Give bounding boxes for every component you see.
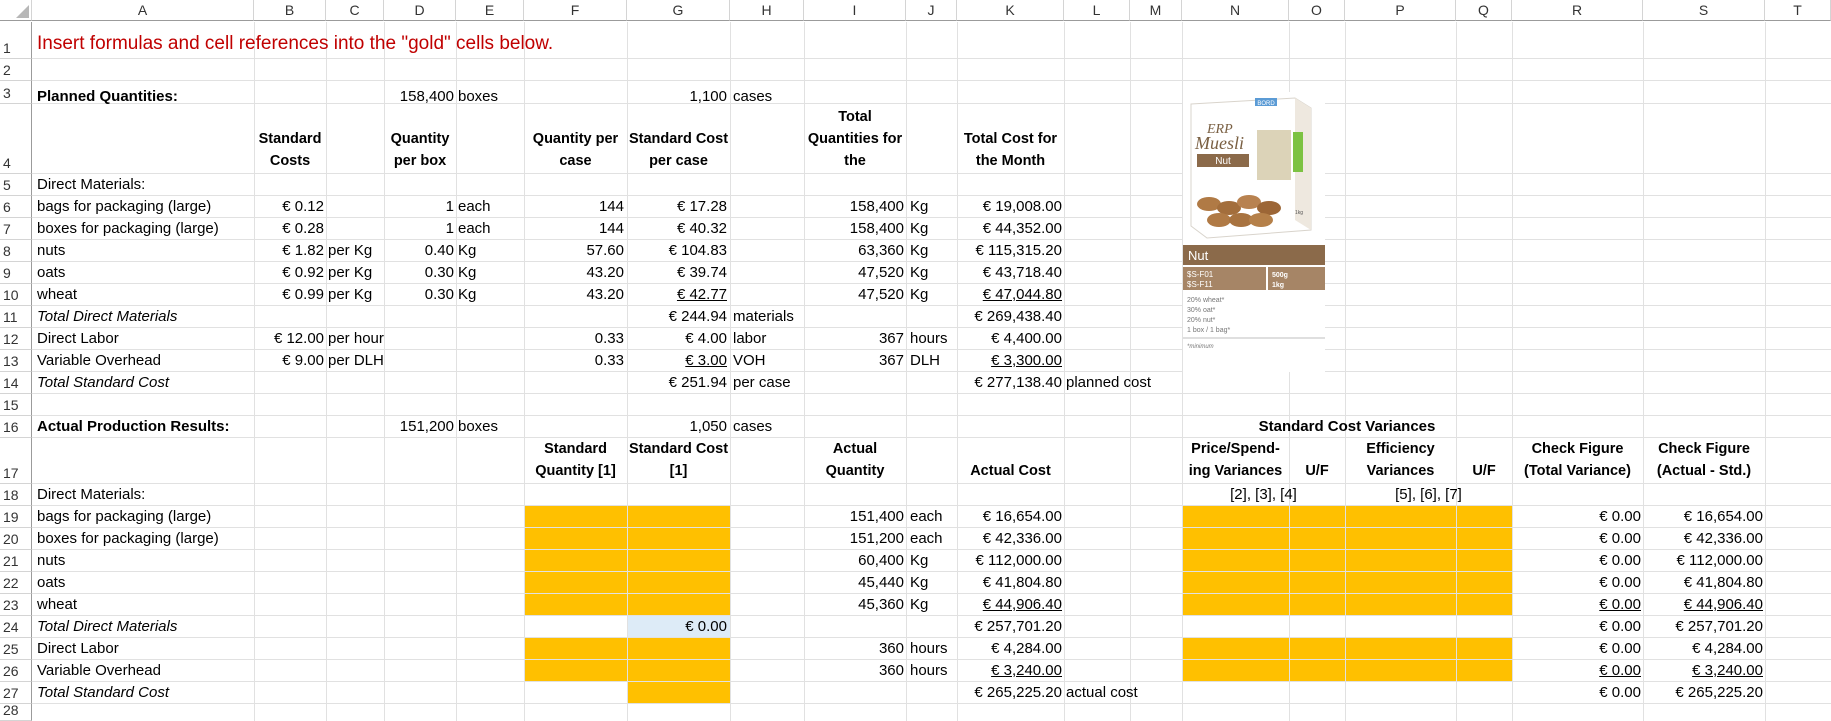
col-header-r[interactable]: R: [1512, 0, 1643, 21]
actual-row-unit[interactable]: each: [910, 530, 943, 547]
planned-row-total-qty[interactable]: 47,520: [858, 286, 904, 303]
actual-voh-cost[interactable]: € 3,240.00: [991, 662, 1062, 679]
header-uf-1[interactable]: U/F: [1305, 463, 1329, 479]
actual-row-cost[interactable]: € 44,906.40: [982, 596, 1062, 613]
actual-tdm-cost[interactable]: € 257,701.20: [974, 618, 1062, 635]
planned-boxes-unit[interactable]: boxes: [458, 88, 499, 105]
row-header-7[interactable]: 7: [0, 218, 32, 240]
actual-tsc-cost[interactable]: € 265,225.20: [974, 684, 1062, 701]
pack-weight: 1kg: [1295, 210, 1304, 216]
row-header-23[interactable]: 23: [0, 594, 32, 616]
col-header-b[interactable]: B: [254, 0, 326, 21]
actual-row-unit[interactable]: each: [910, 508, 943, 525]
row-header-24[interactable]: 24: [0, 616, 32, 638]
actual-row-check2[interactable]: € 42,336.00: [1683, 530, 1763, 547]
planned-row-cost-case[interactable]: € 40.32: [676, 220, 727, 237]
planned-dl-hours[interactable]: 367: [878, 330, 904, 347]
planned-row-name[interactable]: boxes for packaging (large): [37, 220, 219, 237]
planned-voh-qty-case[interactable]: 0.33: [594, 352, 624, 369]
planned-row-qty-unit[interactable]: Kg: [458, 286, 477, 303]
brand-bottom: Muesli: [1195, 133, 1244, 153]
planned-dl-hours-unit[interactable]: hours: [910, 330, 948, 347]
actual-row-qty[interactable]: 45,440: [858, 574, 904, 591]
planned-row-cost-case[interactable]: € 17.28: [676, 198, 727, 215]
actual-row-name[interactable]: oats: [37, 574, 66, 591]
header-std-quantity[interactable]: Standard Quantity [1]: [535, 441, 616, 479]
row-header-25[interactable]: 25: [0, 638, 32, 660]
col-header-f[interactable]: F: [524, 0, 627, 21]
col-header-c[interactable]: C: [326, 0, 384, 21]
actual-tsc-check1[interactable]: € 0.00: [1599, 684, 1641, 701]
planned-row-qty-unit[interactable]: Kg: [458, 242, 477, 259]
planned-row-cost[interactable]: € 0.99: [282, 286, 324, 303]
row-header-12[interactable]: 12: [0, 328, 32, 350]
row-header-13[interactable]: 13: [0, 350, 32, 372]
row-header-9[interactable]: 9: [0, 262, 32, 284]
planned-row-qty-case[interactable]: 43.20: [586, 264, 624, 281]
planned-cases-qty[interactable]: 1,100: [689, 88, 727, 105]
planned-row-cost-case[interactable]: € 42.77: [676, 286, 727, 303]
col-header-i[interactable]: I: [804, 0, 906, 21]
planned-row-cost[interactable]: € 1.82: [282, 242, 324, 259]
code-2: $S-F11: [1187, 280, 1213, 289]
column-header-bar: [0, 0, 1831, 22]
header-uf-2[interactable]: U/F: [1472, 463, 1496, 479]
planned-row-name[interactable]: wheat: [37, 286, 78, 303]
actual-row-check2[interactable]: € 44,906.40: [1683, 596, 1763, 613]
actual-row-name[interactable]: boxes for packaging (large): [37, 530, 219, 547]
almond-shape: [1257, 201, 1281, 215]
ingredient-4: 1 box / 1 bag*: [1187, 327, 1231, 334]
planned-tdm-note[interactable]: materials: [733, 308, 794, 325]
planned-row-total-qty[interactable]: 63,360: [858, 242, 904, 259]
planned-row-qty-unit[interactable]: each: [458, 220, 491, 237]
col-header-a[interactable]: A: [32, 0, 254, 21]
planned-tdm-month[interactable]: € 269,438.40: [974, 308, 1062, 325]
col-header-j[interactable]: J: [906, 0, 957, 21]
actual-tdm-check2[interactable]: € 257,701.20: [1675, 618, 1763, 635]
actual-row-check2[interactable]: € 41,804.80: [1683, 574, 1763, 591]
gold-input-variances-materials[interactable]: [1182, 506, 1512, 616]
header-price-variances[interactable]: Price/Spend-ing Variances: [1188, 441, 1283, 479]
actual-row-qty[interactable]: 45,360: [858, 596, 904, 613]
actual-voh-check2[interactable]: € 3,240.00: [1692, 662, 1763, 679]
planned-voh-hours[interactable]: 367: [878, 352, 904, 369]
planned-tsc-case[interactable]: € 251.94: [668, 374, 727, 391]
planned-row-cost[interactable]: € 0.28: [282, 220, 324, 237]
size-1: 500g: [1272, 272, 1288, 279]
select-all-corner[interactable]: [0, 0, 32, 21]
col-header-t[interactable]: T: [1765, 0, 1831, 21]
actual-row-qty[interactable]: 60,400: [858, 552, 904, 569]
actual-row-check1[interactable]: € 0.00: [1599, 552, 1641, 569]
code-1: $S-F01: [1187, 270, 1214, 279]
col-header-g[interactable]: G: [627, 0, 730, 21]
planned-row-total-unit[interactable]: Kg: [910, 198, 929, 215]
col-header-n[interactable]: N: [1182, 0, 1289, 21]
actual-dl-unit[interactable]: hours: [910, 640, 948, 657]
row-header-18[interactable]: 18: [0, 484, 32, 506]
actual-row-unit[interactable]: Kg: [910, 552, 929, 569]
actual-dl-label[interactable]: Direct Labor: [37, 640, 119, 657]
row-header-14[interactable]: 14: [0, 372, 32, 394]
planned-row-name[interactable]: nuts: [37, 242, 66, 259]
row-header-26[interactable]: 26: [0, 660, 32, 682]
note-efficiency-variances[interactable]: [5], [6], [7]: [1395, 486, 1462, 503]
planned-row-total-cost[interactable]: € 115,315.20: [975, 242, 1062, 259]
planned-row-qty-box[interactable]: 0.30: [424, 264, 454, 281]
actual-row-name[interactable]: nuts: [37, 552, 66, 569]
actual-row-check1[interactable]: € 0.00: [1599, 530, 1641, 547]
planned-row-total-unit[interactable]: Kg: [910, 220, 929, 237]
actual-row-qty[interactable]: 151,400: [849, 508, 904, 525]
planned-row-cost-unit[interactable]: per Kg: [328, 264, 373, 281]
planned-row-total-cost[interactable]: € 47,044.80: [982, 286, 1062, 303]
ingredient-3: 20% nut*: [1187, 317, 1216, 324]
product-image[interactable]: [1183, 92, 1325, 372]
row-header-5[interactable]: 5: [0, 174, 32, 196]
planned-row-qty-box[interactable]: 0.40: [424, 242, 454, 259]
planned-row-qty-unit[interactable]: each: [458, 198, 491, 215]
col-header-h[interactable]: H: [730, 0, 804, 21]
planned-row-qty-box[interactable]: 0.30: [424, 286, 454, 303]
planned-row-qty-case[interactable]: 57.60: [586, 242, 624, 259]
col-header-m[interactable]: M: [1130, 0, 1182, 21]
actual-row-check1[interactable]: € 0.00: [1599, 574, 1641, 591]
planned-row-cost[interactable]: € 0.92: [282, 264, 324, 281]
row-header-1[interactable]: 1: [0, 22, 32, 59]
actual-voh-qty[interactable]: 360: [878, 662, 904, 679]
planned-row-total-unit[interactable]: Kg: [910, 242, 929, 259]
direct-materials-label[interactable]: Direct Materials:: [37, 176, 146, 193]
planned-dl-unit[interactable]: per hour: [328, 330, 384, 347]
actual-dl-check1[interactable]: € 0.00: [1599, 640, 1641, 657]
planned-voh-note[interactable]: VOH: [733, 352, 766, 369]
row-header-16[interactable]: 16: [0, 416, 32, 438]
header-total-quantities[interactable]: Total Quantities for the: [807, 109, 903, 169]
header-std-cost[interactable]: Standard Cost [1]: [628, 441, 729, 479]
actual-row-check2[interactable]: € 16,654.00: [1683, 508, 1763, 525]
header-std-cost-per-case[interactable]: Standard Cost per case: [628, 131, 729, 169]
planned-tsc-label[interactable]: Total Standard Cost: [37, 374, 170, 391]
planned-voh-case[interactable]: € 3.00: [685, 352, 727, 369]
header-check-total-variance[interactable]: Check Figure (Total Variance): [1524, 441, 1631, 479]
planned-row-total-cost[interactable]: € 43,718.40: [982, 264, 1062, 281]
actual-tdm-check1[interactable]: € 0.00: [1599, 618, 1641, 635]
actual-row-qty[interactable]: 151,200: [849, 530, 904, 547]
header-actual-quantity[interactable]: Actual Quantity: [825, 441, 885, 479]
col-header-o[interactable]: O: [1289, 0, 1345, 21]
actual-row-name[interactable]: bags for packaging (large): [37, 508, 212, 525]
planned-row-name[interactable]: oats: [37, 264, 66, 281]
gold-input-std-total[interactable]: [627, 682, 730, 704]
row-header-15[interactable]: 15: [0, 394, 32, 416]
header-quantity-per-box[interactable]: Quantity per box: [390, 131, 450, 169]
row-header-27[interactable]: 27: [0, 682, 32, 704]
actual-row-check1[interactable]: € 0.00: [1599, 596, 1641, 613]
row-header-17[interactable]: 17: [0, 438, 32, 484]
actual-row-cost[interactable]: € 41,804.80: [982, 574, 1062, 591]
brand-top: ERP: [1207, 122, 1233, 137]
header-total-cost-month[interactable]: Total Cost for the Month: [963, 131, 1058, 169]
actual-row-check1[interactable]: € 0.00: [1599, 508, 1641, 525]
planned-row-total-qty[interactable]: 158,400: [849, 198, 904, 215]
col-header-d[interactable]: D: [384, 0, 456, 21]
row-header-21[interactable]: 21: [0, 550, 32, 572]
actual-tsc-label[interactable]: Total Standard Cost: [37, 684, 170, 701]
size-2: 1kg: [1272, 282, 1285, 289]
planned-row-total-cost[interactable]: € 19,008.00: [982, 198, 1062, 215]
planned-dl-month[interactable]: € 4,400.00: [991, 330, 1062, 347]
planned-row-cost-case[interactable]: € 39.74: [676, 264, 727, 281]
planned-row-total-cost[interactable]: € 44,352.00: [982, 220, 1062, 237]
planned-row-qty-case[interactable]: 144: [598, 198, 624, 215]
actual-results-label[interactable]: Actual Production Results:: [37, 418, 230, 435]
actual-voh-check1[interactable]: € 0.00: [1599, 662, 1641, 679]
col-header-k[interactable]: K: [957, 0, 1064, 21]
actual-cases-qty[interactable]: 1,050: [689, 418, 727, 435]
actual-row-cost[interactable]: € 16,654.00: [982, 508, 1062, 525]
planned-quantities-label[interactable]: Planned Quantities:: [37, 88, 178, 105]
header-efficiency-variances[interactable]: Efficiency Variances: [1366, 441, 1435, 479]
actual-boxes-qty[interactable]: 151,200: [399, 418, 454, 435]
almond-shape: [1207, 213, 1231, 227]
planned-dl-label[interactable]: Direct Labor: [37, 330, 119, 347]
planned-dl-case[interactable]: € 4.00: [685, 330, 727, 347]
actual-tdm-label[interactable]: Total Direct Materials: [37, 618, 178, 635]
row-header-20[interactable]: 20: [0, 528, 32, 550]
actual-row-unit[interactable]: Kg: [910, 574, 929, 591]
actual-row-unit[interactable]: Kg: [910, 596, 929, 613]
col-header-q[interactable]: Q: [1456, 0, 1512, 21]
planned-tdm-case[interactable]: € 244.94: [668, 308, 727, 325]
actual-voh-unit[interactable]: hours: [910, 662, 948, 679]
variances-title[interactable]: Standard Cost Variances: [1258, 418, 1436, 435]
actual-cases-unit[interactable]: cases: [733, 418, 773, 435]
note-price-variances[interactable]: [2], [3], [4]: [1230, 486, 1297, 503]
instructions-title[interactable]: Insert formulas and cell references into the "gold" cells below.: [37, 33, 554, 54]
row-header-19[interactable]: 19: [0, 506, 32, 528]
row-header-11[interactable]: 11: [0, 306, 32, 328]
planned-tdm-label[interactable]: Total Direct Materials: [37, 308, 178, 325]
planned-dl-qty-case[interactable]: 0.33: [594, 330, 624, 347]
header-quantity-per-case[interactable]: Quantity per case: [532, 131, 619, 169]
ingredient-1: 20% wheat*: [1187, 297, 1225, 304]
planned-row-qty-case[interactable]: 43.20: [586, 286, 624, 303]
green-strip: [1293, 132, 1303, 172]
actual-tdm-std-cost[interactable]: € 0.00: [685, 618, 727, 635]
gold-input-variances-labor-voh[interactable]: [1182, 638, 1512, 682]
planned-row-qty-case[interactable]: 144: [598, 220, 624, 237]
actual-dl-check2[interactable]: € 4,284.00: [1692, 640, 1763, 657]
actual-dl-qty[interactable]: 360: [878, 640, 904, 657]
row-header-28[interactable]: 28: [0, 704, 32, 721]
planned-row-total-unit[interactable]: Kg: [910, 264, 929, 281]
planned-voh-hours-unit[interactable]: DLH: [910, 352, 941, 369]
planned-voh-unit[interactable]: per DLH: [328, 352, 384, 369]
actual-row-cost[interactable]: € 112,000.00: [975, 552, 1062, 569]
planned-voh-month[interactable]: € 3,300.00: [991, 352, 1062, 369]
muesli-window: [1257, 130, 1291, 180]
select-all-triangle-icon: [16, 5, 29, 18]
planned-row-cost-case[interactable]: € 104.83: [668, 242, 727, 259]
row-header-3[interactable]: 3: [0, 81, 32, 104]
col-header-l[interactable]: L: [1064, 0, 1130, 21]
row-header-22[interactable]: 22: [0, 572, 32, 594]
planned-tsc-note[interactable]: per case: [733, 374, 791, 391]
actual-direct-materials-label[interactable]: Direct Materials:: [37, 486, 146, 503]
row-header-6[interactable]: 6: [0, 196, 32, 218]
planned-row-name[interactable]: bags for packaging (large): [37, 198, 212, 215]
actual-dl-cost[interactable]: € 4,284.00: [991, 640, 1062, 657]
label-footnote: *minimum: [1187, 344, 1214, 350]
header-actual-cost[interactable]: Actual Cost: [970, 463, 1051, 479]
planned-row-total-qty[interactable]: 158,400: [849, 220, 904, 237]
planned-voh-label[interactable]: Variable Overhead: [37, 352, 161, 369]
col-header-s[interactable]: S: [1643, 0, 1765, 21]
flavor-badge-text: Nut: [1215, 156, 1231, 167]
planned-voh-cost[interactable]: € 9.00: [282, 352, 324, 369]
planned-row-qty-box[interactable]: 1: [445, 220, 454, 237]
planned-row-cost-unit[interactable]: per Kg: [328, 242, 373, 259]
planned-boxes-qty[interactable]: 158,400: [399, 88, 454, 105]
col-header-e[interactable]: E: [456, 0, 524, 21]
product-package-graphic: [1183, 92, 1325, 372]
col-header-p[interactable]: P: [1345, 0, 1456, 21]
actual-row-name[interactable]: wheat: [37, 596, 78, 613]
planned-row-qty-box[interactable]: 1: [445, 198, 454, 215]
badge-text: BORD: [1257, 101, 1275, 107]
actual-boxes-unit[interactable]: boxes: [458, 418, 499, 435]
header-standard-costs[interactable]: Standard Costs: [258, 131, 322, 169]
header-check-actual-std[interactable]: Check Figure (Actual - Std.): [1656, 441, 1752, 479]
planned-row-qty-unit[interactable]: Kg: [458, 264, 477, 281]
actual-tsc-check2[interactable]: € 265,225.20: [1675, 684, 1763, 701]
actual-row-cost[interactable]: € 42,336.00: [982, 530, 1062, 547]
actual-tsc-note[interactable]: actual cost: [1066, 684, 1138, 701]
row-header-10[interactable]: 10: [0, 284, 32, 306]
planned-row-cost[interactable]: € 0.12: [282, 198, 324, 215]
planned-tsc-month-note[interactable]: planned cost: [1066, 374, 1152, 391]
almond-shape: [1249, 213, 1273, 227]
sheet-grid[interactable]: [32, 22, 1831, 721]
actual-row-check2[interactable]: € 112,000.00: [1676, 552, 1763, 569]
planned-row-total-unit[interactable]: Kg: [910, 286, 929, 303]
planned-tsc-month[interactable]: € 277,138.40: [974, 374, 1062, 391]
row-header-4[interactable]: 4: [0, 104, 32, 174]
actual-voh-label[interactable]: Variable Overhead: [37, 662, 161, 679]
planned-dl-note[interactable]: labor: [733, 330, 767, 347]
row-header-2[interactable]: 2: [0, 59, 32, 81]
label-title: Nut: [1188, 248, 1209, 263]
planned-dl-cost[interactable]: € 12.00: [273, 330, 324, 347]
row-header-8[interactable]: 8: [0, 240, 32, 262]
planned-row-total-qty[interactable]: 47,520: [858, 264, 904, 281]
planned-row-cost-unit[interactable]: per Kg: [328, 286, 373, 303]
planned-cases-unit[interactable]: cases: [733, 88, 773, 105]
ingredient-2: 30% oat*: [1187, 307, 1216, 314]
